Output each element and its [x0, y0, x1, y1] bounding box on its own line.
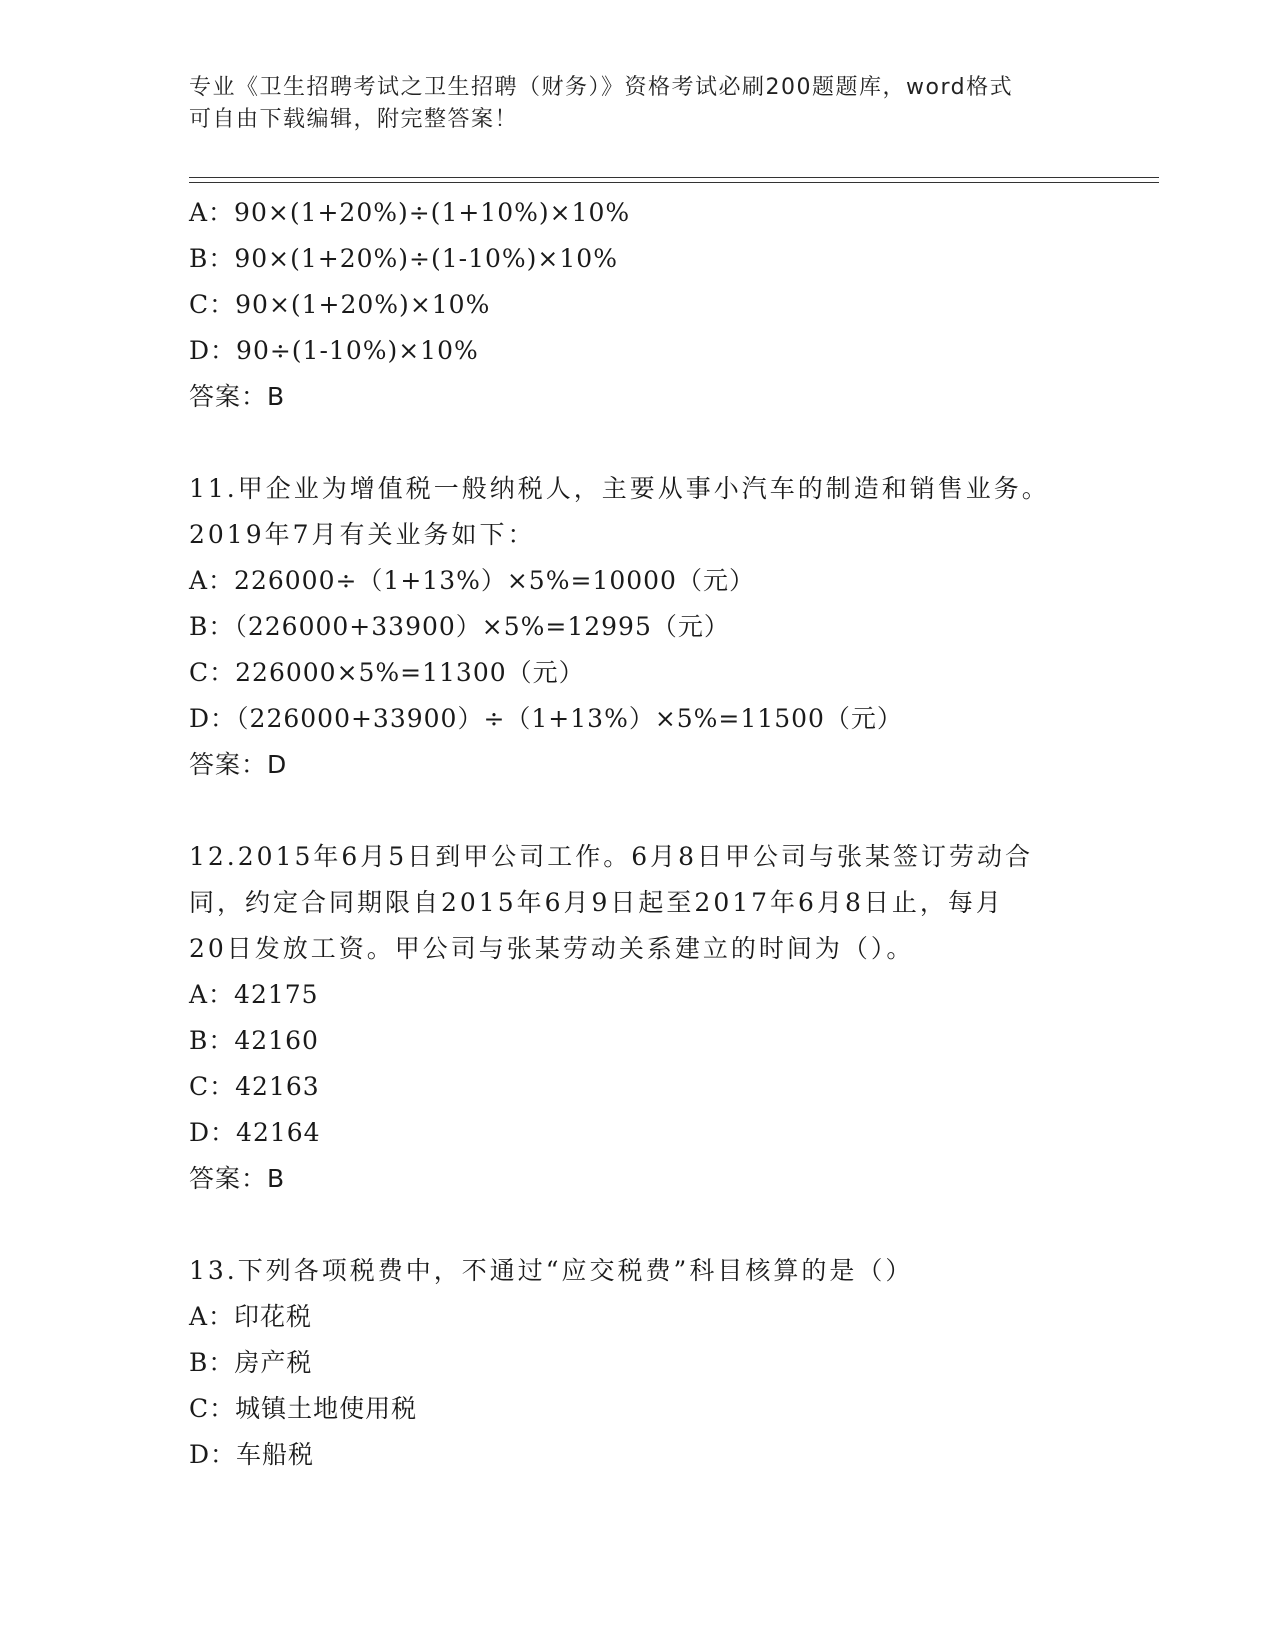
question-text-line: 2019年7月有关业务如下： — [189, 520, 536, 549]
option-a: A：90×(1+20%)÷(1+10%)×10% — [189, 198, 631, 227]
answer: 答案：B — [189, 1164, 286, 1193]
option-c: C：城镇土地使用税 — [189, 1394, 418, 1423]
option-b: B：房产税 — [189, 1348, 313, 1377]
option-b: B：（226000+33900）×5%=12995（元） — [189, 612, 730, 641]
question-text-line: 12.2015年6月5日到甲公司工作。6月8日甲公司与张某签订劳动合 — [189, 842, 1034, 871]
option-d: D：90÷(1-10%)×10% — [189, 336, 479, 365]
spacer — [189, 788, 1089, 834]
option-b: B：42160 — [189, 1026, 319, 1055]
option-a: A：42175 — [189, 980, 319, 1009]
question-list — [189, 190, 1089, 1478]
header-rule-top — [189, 177, 1159, 178]
spacer — [189, 420, 1089, 466]
option-c: C：42163 — [189, 1072, 320, 1101]
question-text-line: 20日发放工资。甲公司与张某劳动关系建立的时间为（）。 — [189, 934, 915, 963]
option-c: C：226000×5%=11300（元） — [189, 658, 585, 687]
question-text-line: 13.下列各项税费中，不通过“应交税费”科目核算的是（） — [189, 1256, 914, 1285]
answer: 答案：D — [189, 750, 288, 779]
spacer — [189, 1202, 1089, 1248]
answer: 答案：B — [189, 382, 286, 411]
option-a: A：印花税 — [189, 1302, 313, 1331]
question-text-line: 11.甲企业为增值税一般纳税人，主要从事小汽车的制造和销售业务。 — [189, 474, 1050, 503]
question-10 — [189, 190, 1089, 420]
option-c: C：90×(1+20%)×10% — [189, 290, 491, 319]
question-11 — [189, 466, 1089, 788]
option-b: B：90×(1+20%)÷(1-10%)×10% — [189, 244, 618, 273]
document-header — [189, 72, 1089, 136]
question-text-line: 同，约定合同期限自2015年6月9日起至2017年6月8日止，每月 — [189, 888, 1004, 917]
question-13 — [189, 1248, 1089, 1478]
header-line-2: 可自由下载编辑，附完整答案！ — [189, 107, 519, 132]
header-line-1: 专业《卫生招聘考试之卫生招聘（财务）》资格考试必刷200题题库，word格式 — [189, 75, 1014, 100]
option-d: D：42164 — [189, 1118, 321, 1147]
header-rule-bottom — [189, 182, 1159, 183]
option-d: D：车船税 — [189, 1440, 315, 1469]
question-12 — [189, 834, 1089, 1202]
option-a: A：226000÷（1+13%）×5%=10000（元） — [189, 566, 755, 595]
option-d: D：（226000+33900）÷（1+13%）×5%=11500（元） — [189, 704, 903, 733]
